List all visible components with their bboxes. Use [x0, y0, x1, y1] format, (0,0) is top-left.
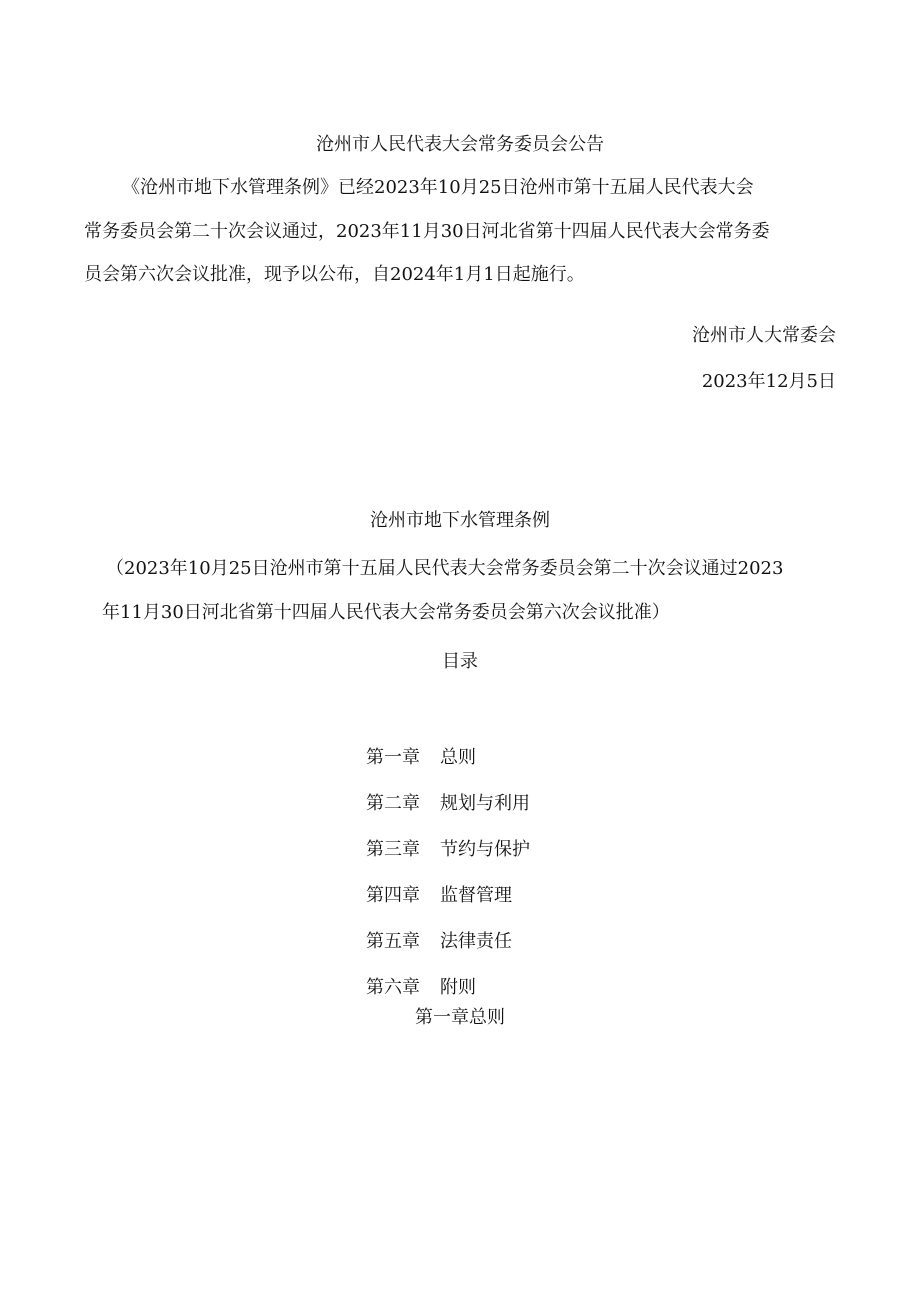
toc-item [366, 976, 476, 1000]
toc-item [366, 746, 476, 770]
toc-chapter-number: 第二章 [366, 793, 420, 814]
toc-chapter-name: 总则 [440, 747, 476, 768]
announcement-title: 沧州市人民代表大会常务委员会公告 [316, 134, 604, 155]
toc-chapter-name: 附则 [440, 977, 476, 998]
toc-chapter-name: 法律责任 [440, 931, 512, 952]
toc-heading: 目录 [442, 651, 478, 672]
toc-chapter-number: 第一章 [366, 747, 420, 768]
regulation-note-line-2: 年11月30日河北省第十四届人民代表大会常务委员会第六次会议批准） [102, 602, 670, 623]
announcement-issuer: 沧州市人大常委会 [692, 325, 836, 346]
regulation-title: 沧州市地下水管理条例 [370, 510, 550, 531]
toc-chapter-number: 第五章 [366, 931, 420, 952]
announcement-body-line-2: 常务委员会第二十次会议通过，2023年11月30日河北省第十四届人民代表大会常务委 [84, 221, 770, 242]
toc-chapter-number: 第三章 [366, 839, 420, 860]
announcement-body-line-1: 《沧州市地下水管理条例》已经2023年10月25日沧州市第十五届人民代表大会 [122, 177, 754, 198]
toc-item [366, 792, 530, 816]
toc-chapter-name: 监督管理 [440, 885, 512, 906]
toc-item [366, 838, 530, 862]
announcement-body-line-3: 员会第六次会议批准，现予以公布，自2024年1月1日起施行。 [84, 264, 585, 285]
toc-item [366, 884, 512, 908]
toc-chapter-name: 规划与利用 [440, 793, 530, 814]
announcement-date: 2023年12月5日 [701, 371, 836, 392]
toc-chapter-number: 第六章 [366, 977, 420, 998]
regulation-note-line-1: （2023年10月25日沧州市第十五届人民代表大会常务委员会第二十次会议通过2023 [106, 558, 784, 579]
chapter-heading: 第一章总则 [415, 1007, 505, 1028]
toc-chapter-number: 第四章 [366, 885, 420, 906]
toc-chapter-name: 节约与保护 [440, 839, 530, 860]
toc-item [366, 930, 512, 954]
